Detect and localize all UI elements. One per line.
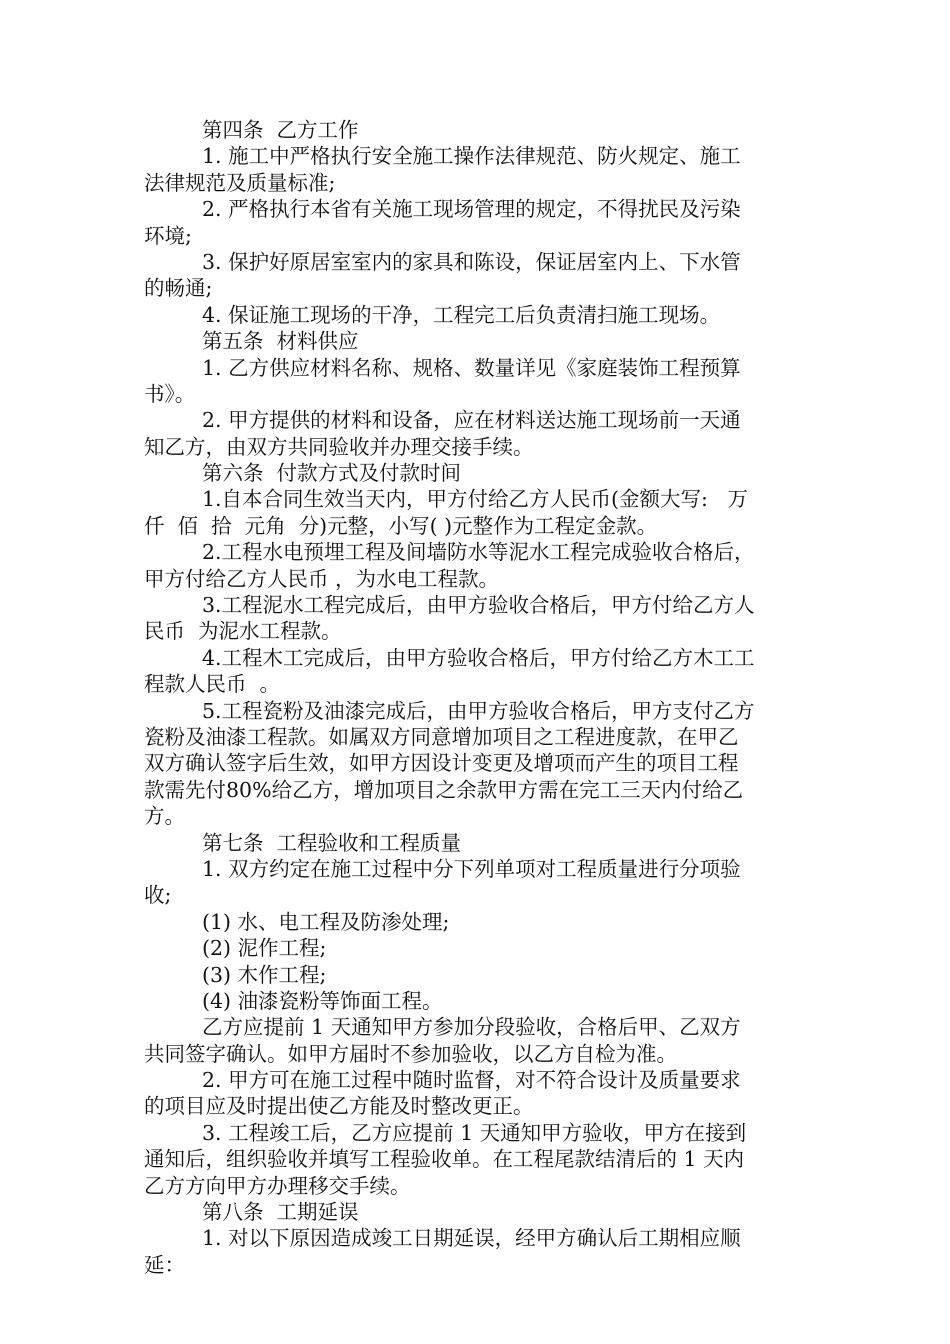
paragraph-line: 1. 施工中严格执行安全施工操作法律规范、防火规定、施工	[202, 144, 741, 169]
paragraph-line: 方。	[144, 804, 185, 829]
paragraph-line: 2. 甲方提供的材料和设备，应在材料送达施工现场前一天通	[202, 408, 741, 433]
paragraph-line: 仟 佰 拾 元角 分)元整，小写( )元整作为工程定金款。	[144, 513, 658, 538]
paragraph-line: 通知后，组织验收并填写工程验收单。在工程尾款结清后的 1 天内	[144, 1147, 745, 1172]
paragraph-line: 甲方付给乙方人民币 ，为水电工程款。	[144, 566, 500, 591]
list-item: (2) 泥作工程;	[202, 936, 327, 961]
paragraph-line: 3. 保护好原居室室内的家具和陈设，保证居室内上、下水管	[202, 249, 741, 274]
paragraph-line: 民币 为泥水工程款。	[144, 619, 342, 644]
section-heading: 第六条 付款方式及付款时间	[202, 461, 462, 486]
paragraph-line: 3. 工程竣工后，乙方应提前 1 天通知甲方验收，甲方在接到	[202, 1120, 747, 1145]
paragraph-line: 4. 保证施工现场的干净，工程完工后负责清扫施工现场。	[202, 302, 721, 327]
paragraph-line: 延：	[144, 1252, 185, 1277]
paragraph-line: 收;	[144, 883, 172, 908]
section-heading: 第七条 工程验收和工程质量	[202, 830, 462, 855]
paragraph-line: 2. 严格执行本省有关施工现场管理的规定，不得扰民及污染	[202, 197, 741, 222]
section-heading: 第八条 工期延误	[202, 1200, 359, 1225]
paragraph-line: 共同签字确认。如甲方届时不参加验收，以乙方自检为准。	[144, 1041, 677, 1066]
paragraph-line: 2.工程水电预埋工程及间墙防水等泥水工程完成验收合格后，	[202, 540, 755, 565]
paragraph-line: 程款人民币 。	[144, 672, 281, 697]
paragraph-line: 双方确认签字后生效，如甲方因设计变更及增项而产生的项目工程	[144, 751, 739, 776]
paragraph-line: 1. 乙方供应材料名称、规格、数量详见《家庭装饰工程预算	[202, 355, 741, 380]
paragraph-line: 书》。	[144, 381, 196, 406]
paragraph-line: 知乙方，由双方共同验收并办理交接手续。	[144, 434, 534, 459]
section-heading: 第五条 材料供应	[202, 329, 359, 354]
paragraph-line: 的项目应及时提出使乙方能及时整改更正。	[144, 1094, 534, 1119]
paragraph-line: 的畅通;	[144, 276, 213, 301]
section-heading: 第四条 乙方工作	[202, 118, 359, 142]
document-page	[144, 117, 808, 1278]
paragraph-line: 5.工程瓷粉及油漆完成后，由甲方验收合格后，甲方支付乙方	[202, 698, 755, 723]
paragraph-line: 2. 甲方可在施工过程中随时监督，对不符合设计及质量要求	[202, 1068, 741, 1093]
list-item: (1) 水、电工程及防渗处理;	[202, 909, 450, 934]
paragraph-line: 1. 双方约定在施工过程中分下列单项对工程质量进行分项验	[202, 856, 741, 881]
paragraph-line: 1. 对以下原因造成竣工日期延误，经甲方确认后工期相应顺	[202, 1226, 741, 1251]
paragraph-line: 4.工程木工完成后，由甲方验收合格后，甲方付给乙方木工工	[202, 645, 755, 670]
paragraph-line: 款需先付80%给乙方，增加项目之余款甲方需在完工三天内付给乙	[144, 777, 744, 802]
paragraph-line: 法律规范及质量标准;	[144, 170, 336, 195]
paragraph-line: 乙方应提前 1 天通知甲方参加分段验收，合格后甲、乙双方	[202, 1015, 741, 1040]
paragraph-line: 乙方方向甲方办理移交手续。	[144, 1173, 411, 1198]
paragraph-line: 环境;	[144, 223, 192, 248]
paragraph-line: 3.工程泥水工程完成后，由甲方验收合格后，甲方付给乙方人	[202, 593, 755, 618]
list-item: (4) 油漆瓷粉等饰面工程。	[202, 988, 443, 1013]
list-item: (3) 木作工程;	[202, 962, 327, 987]
paragraph-line: 瓷粉及油漆工程款。如属双方同意增加项目之工程进度款，在甲乙	[144, 724, 739, 749]
paragraph-line: 1.自本合同生效当天内，甲方付给乙方人民币(金额大写: 万	[202, 487, 749, 512]
